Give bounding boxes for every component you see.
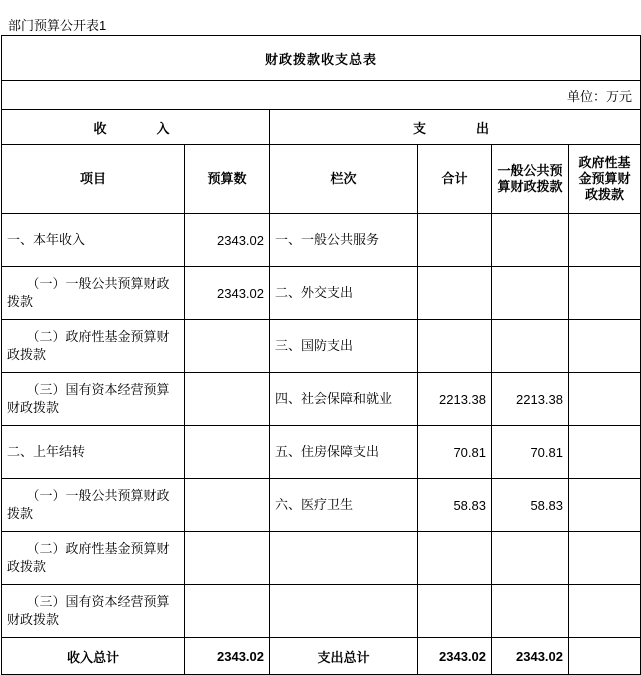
expense-total-value: 2343.02 [418,638,492,675]
totals-row [2,638,641,675]
expense-total [418,320,492,373]
expense-public: 70.81 [492,426,569,479]
expense-category: 一、一般公共服务 [270,214,418,267]
header-income-item: 项目 [2,145,185,214]
expense-fund-total-value [569,638,641,675]
income-budget [185,373,270,426]
expense-total [418,267,492,320]
expense-fund [569,267,641,320]
expense-total: 2213.38 [418,373,492,426]
group-header-row [2,110,641,145]
table-row [2,426,641,479]
column-header-row [2,145,641,214]
income-budget: 2343.02 [185,267,270,320]
income-item: （二）政府性基金预算财政拨款 [2,532,185,585]
expense-public [492,320,569,373]
expense-total-label: 支出总计 [270,638,418,675]
income-item: （三）国有资本经营预算财政拨款 [2,585,185,638]
expense-total [418,532,492,585]
income-item: （三）国有资本经营预算财政拨款 [2,373,185,426]
income-total-label: 收入总计 [2,638,185,675]
expense-total: 58.83 [418,479,492,532]
table-row [2,479,641,532]
unit-row [2,81,641,110]
header-income-budget: 预算数 [185,145,270,214]
expense-fund [569,373,641,426]
table-row [2,267,641,320]
expense-fund [569,532,641,585]
expense-category [270,585,418,638]
expense-category: 二、外交支出 [270,267,418,320]
expense-fund [569,426,641,479]
expense-category: 四、社会保障和就业 [270,373,418,426]
sheet-label: 部门预算公开表1 [8,18,107,33]
expense-public [492,267,569,320]
expense-public: 58.83 [492,479,569,532]
expense-category [270,532,418,585]
expense-public [492,532,569,585]
title-row [2,36,641,81]
income-item: （二）政府性基金预算财政拨款 [2,320,185,373]
income-budget [185,532,270,585]
expense-public: 2213.38 [492,373,569,426]
page-title: 财政拨款收支总表 [2,36,641,81]
header-expense-public: 一般公共预算财政拨款 [492,145,569,214]
table-row [2,320,641,373]
expense-public [492,214,569,267]
unit-label: 单位：万元 [2,81,641,110]
income-budget [185,426,270,479]
header-expense-category: 栏次 [270,145,418,214]
table-row [2,532,641,585]
income-total-value: 2343.02 [185,638,270,675]
expense-category: 六、医疗卫生 [270,479,418,532]
expense-fund [569,320,641,373]
income-item: 一、本年收入 [2,214,185,267]
header-expense-fund: 政府性基金预算财政拨款 [569,145,641,214]
table-row [2,373,641,426]
table-row [2,214,641,267]
expense-total [418,214,492,267]
budget-table [1,35,641,675]
income-item: 二、上年结转 [2,426,185,479]
expense-public [492,585,569,638]
table-row [2,585,641,638]
expense-fund [569,214,641,267]
expense-group-header: 支 出 [270,110,641,145]
expense-total: 70.81 [418,426,492,479]
expense-total [418,585,492,638]
income-item: （一）一般公共预算财政拨款 [2,267,185,320]
expense-fund [569,585,641,638]
expense-public-total-value: 2343.02 [492,638,569,675]
income-budget: 2343.02 [185,214,270,267]
income-budget [185,320,270,373]
income-group-header: 收 入 [2,110,270,145]
expense-category: 三、国防支出 [270,320,418,373]
income-item: （一）一般公共预算财政拨款 [2,479,185,532]
expense-fund [569,479,641,532]
expense-category: 五、住房保障支出 [270,426,418,479]
header-expense-total: 合计 [418,145,492,214]
income-budget [185,585,270,638]
income-budget [185,479,270,532]
